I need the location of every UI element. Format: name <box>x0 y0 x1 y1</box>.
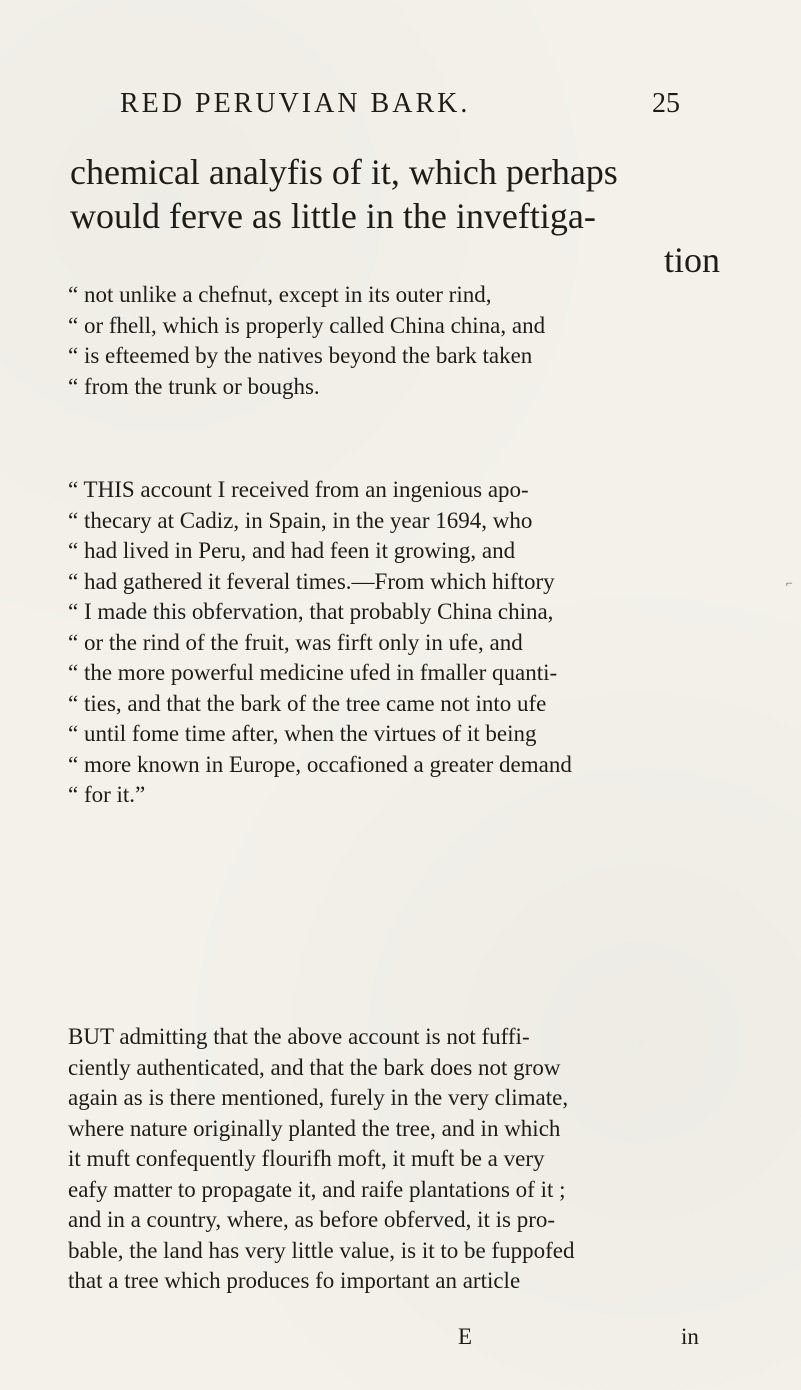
quoted-line: “ the more powerful medicine ufed in fmaller quanti- <box>68 660 558 685</box>
signature-mark: E <box>458 1324 473 1349</box>
paragraph-line: eafy matter to propagate it, and raife plantations of it ; <box>68 1176 566 1202</box>
paragraph-line: it muft confequently flourifh moft, it muft be a very <box>68 1146 545 1171</box>
quoted-line: “ until fome time after, when the virtues of it being <box>68 721 537 746</box>
quoted-line: “ I made this obfervation, that probably China china, <box>68 599 554 624</box>
quoted-line: “ is efteemed by the natives beyond the bark taken <box>68 343 533 368</box>
paragraph-line: and in a country, where, as before obferved, it is pro- <box>68 1207 556 1232</box>
paragraph-line: bable, the land has very little value, is it to be fuppofed <box>68 1237 575 1263</box>
quoted-line: “ not unlike a chefnut, except in its outer rind, <box>68 282 492 307</box>
quoted-line: “ ties, and that the bark of the tree came not into ufe <box>68 690 547 716</box>
running-head <box>120 88 680 128</box>
quoted-line: “ more known in Europe, occafioned a greater demand <box>68 751 572 777</box>
paragraph-line: where nature originally planted the tree, and in which <box>68 1115 561 1141</box>
margin-mark: ⌐ <box>786 576 793 590</box>
quoted-line: “ thecary at Cadiz, in Spain, in the year 1694, who <box>68 507 533 533</box>
paragraph-line: again as is there mentioned, furely in the very climate, <box>68 1085 569 1110</box>
intro-text <box>70 150 720 282</box>
page-number: 25 <box>652 88 680 119</box>
paragraph-line: ciently authenticated, and that the bark does not grow <box>68 1054 561 1080</box>
paragraph-line: that a tree which produces fo important an article <box>68 1268 521 1293</box>
catchword: in <box>681 1324 699 1349</box>
quoted-line: “ had gathered it feveral times.—From which hiftory <box>68 568 555 594</box>
quoted-line: “ or fhell, which is properly called China china, and <box>68 312 546 338</box>
running-title: RED PERUVIAN BARK. <box>120 88 471 119</box>
quoted-passage-1 <box>68 280 718 402</box>
intro-line: chemical analyfis of it, which perhaps <box>70 152 618 192</box>
quoted-line: “ THIS account I received from an ingenious apo- <box>68 477 529 502</box>
quoted-line: “ had lived in Peru, and had feen it growing, and <box>68 538 516 563</box>
quoted-line: “ for it.” <box>68 782 146 807</box>
intro-line: would ferve as little in the inveftiga- <box>70 196 596 236</box>
main-paragraph <box>68 1022 718 1297</box>
paragraph-line: BUT admitting that the above account is not fuffi- <box>68 1024 530 1049</box>
quoted-line: “ from the trunk or boughs. <box>68 373 320 399</box>
quoted-line: “ or the rind of the fruit, was firft only in ufe, and <box>68 629 523 655</box>
quoted-passage-2 <box>68 475 718 811</box>
intro-line: tion <box>663 240 720 280</box>
